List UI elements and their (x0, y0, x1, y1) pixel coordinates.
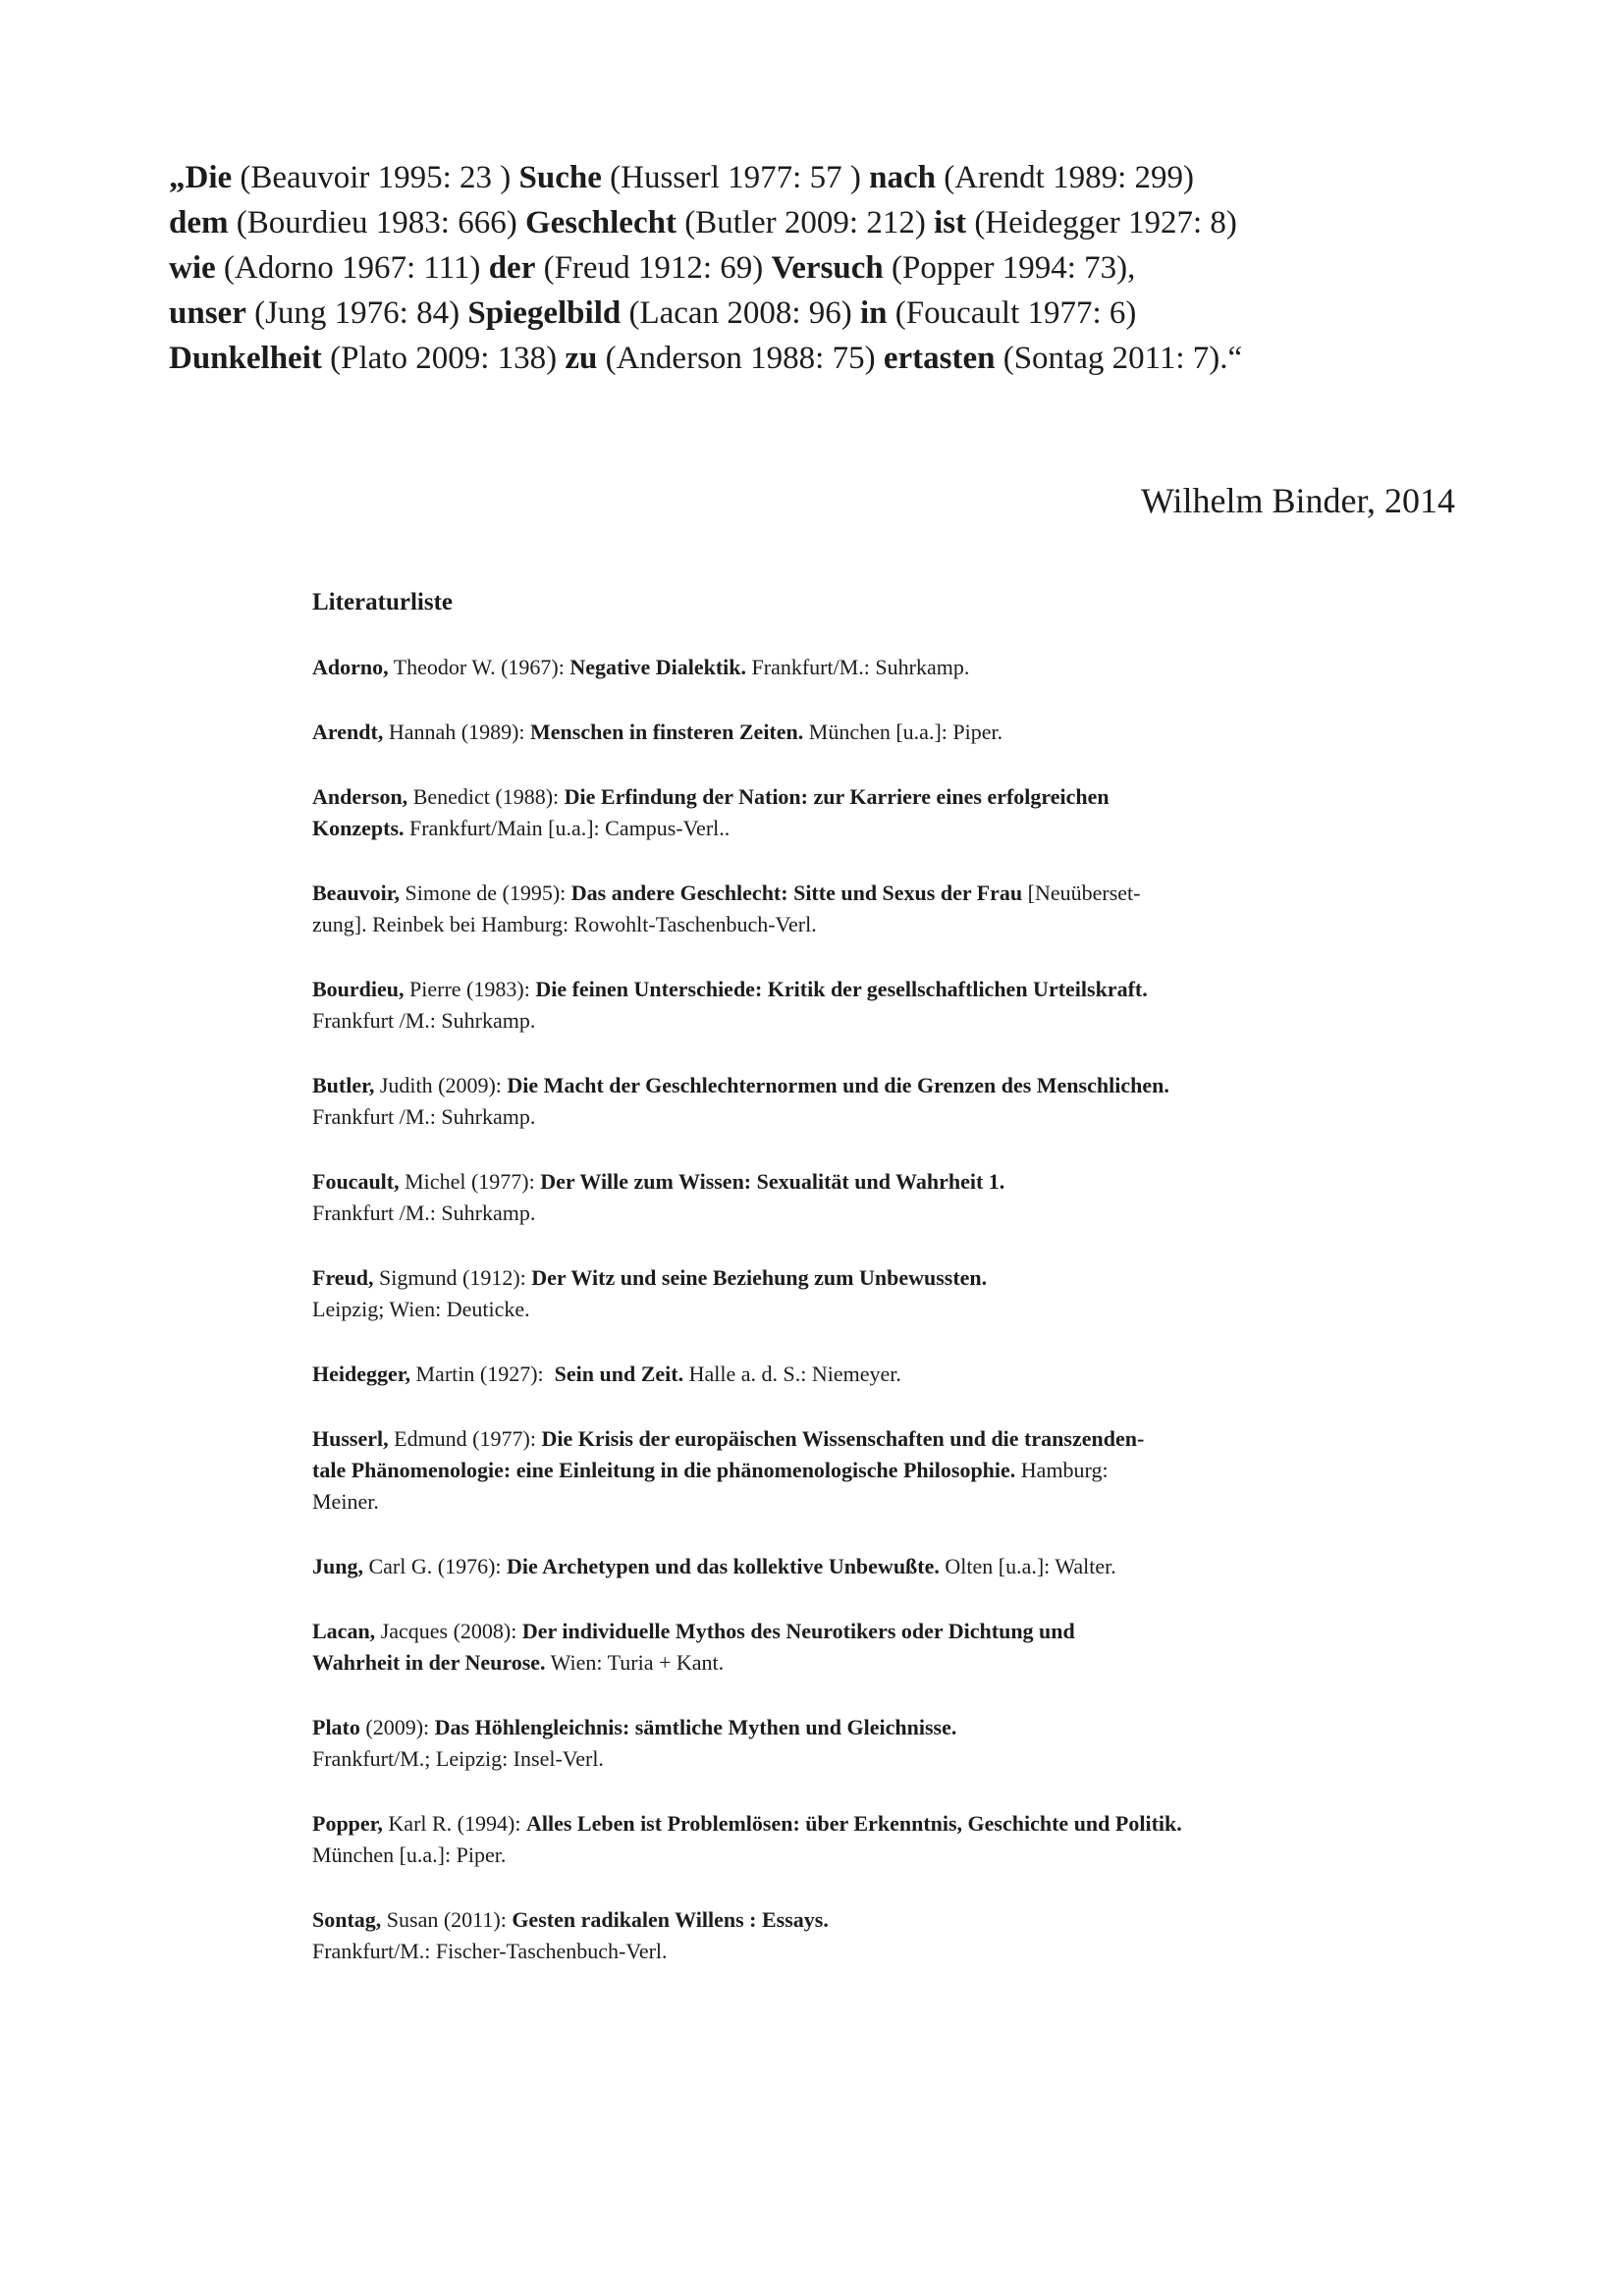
regular-text: Michel (1977): (399, 1169, 541, 1194)
bold-text: zu (565, 341, 598, 376)
bold-text: Konzepts. (312, 816, 405, 840)
bold-text: Der Witz und seine Beziehung zum Unbewussten. (531, 1265, 988, 1290)
regular-text: (Jung 1976: 84) (245, 295, 468, 331)
regular-text: Frankfurt/Main [u.a.]: Campus-Verl.. (404, 816, 731, 840)
text-line (312, 717, 1392, 748)
regular-text: Meiner. (312, 1489, 379, 1514)
regular-text: (2009): (359, 1715, 435, 1739)
regular-text: Frankfurt /M.: Suhrkamp. (312, 1104, 536, 1129)
bold-text: wie (169, 250, 216, 286)
bold-text: der (488, 250, 536, 286)
text-line (169, 200, 1543, 245)
regular-text: (Freud 1912: 69) (535, 250, 772, 286)
text-line (312, 1455, 1392, 1486)
bold-text: „Die (169, 160, 233, 195)
bold-text: Popper, (312, 1811, 383, 1836)
bibliography-entry (312, 1070, 1392, 1133)
regular-text: Leipzig; Wien: Deuticke. (312, 1297, 530, 1321)
regular-text: Pierre (1983): (404, 977, 536, 1001)
bibliography-entry (312, 1423, 1392, 1518)
bold-text: Freud, (312, 1265, 374, 1290)
regular-text: (Butler 2009: 212) (676, 205, 935, 240)
bold-text: Das Höhlengleichnis: sämtliche Mythen und Gleichnisse. (434, 1715, 957, 1739)
bold-text: Sontag, (312, 1907, 382, 1932)
regular-text: Benedict (1988): (407, 784, 565, 809)
regular-text: (Arendt 1989: 299) (935, 160, 1194, 195)
bold-text: Anderson, (312, 784, 408, 809)
text-line (312, 974, 1392, 1005)
regular-text: [Neuüberset- (1022, 881, 1141, 905)
text-line (312, 1101, 1392, 1133)
bold-text: Das andere Geschlecht: Sitte und Sexus der Frau (570, 881, 1023, 905)
bold-text: Geschlecht (524, 205, 677, 240)
bibliography-entry (312, 1808, 1392, 1871)
bold-text: Spiegelbild (467, 295, 622, 331)
text-line (312, 781, 1392, 813)
bibliography-entry (312, 652, 1392, 683)
bold-text: Die Krisis der europäischen Wissenschaften und die transzenden- (541, 1426, 1145, 1451)
bibliography-entry (312, 878, 1392, 940)
bold-text: Suche (518, 160, 602, 195)
bold-text: dem (169, 205, 229, 240)
regular-text: Frankfurt/M.: Suhrkamp. (746, 655, 970, 679)
bold-text: Der individuelle Mythos des Neurotikers oder Dichtung und (521, 1619, 1075, 1643)
bold-text: Jung, (312, 1554, 363, 1578)
text-line (312, 878, 1392, 909)
bibliography-entry (312, 1616, 1392, 1679)
bold-text: Der Wille zum Wissen: Sexualität und Wahrheit 1. (540, 1169, 1005, 1194)
bold-text: Butler, (312, 1073, 375, 1097)
bold-text: tale Phänomenologie: eine Einleitung in die phänomenologische Philosophie. (312, 1458, 1016, 1482)
text-line (312, 1262, 1392, 1294)
bibliography-heading: Literaturliste (312, 589, 454, 615)
bold-text: Husserl, (312, 1426, 389, 1451)
text-line (312, 1616, 1392, 1647)
regular-text: (Sontag 2011: 7).“ (995, 341, 1243, 376)
regular-text: Edmund (1977): (388, 1426, 542, 1451)
regular-text: (Foucault 1977: 6) (887, 295, 1137, 331)
text-line (312, 1840, 1392, 1871)
bold-text: in (859, 295, 888, 331)
regular-text: (Anderson 1988: 75) (597, 341, 884, 376)
bibliography-entry (312, 1712, 1392, 1775)
bold-text: Alles Leben ist Problemlösen: über Erkenntnis, Geschichte und Politik. (525, 1811, 1182, 1836)
regular-text: Simone de (1995): (400, 881, 571, 905)
bold-text: Bourdieu, (312, 977, 405, 1001)
regular-text: Sigmund (1912): (373, 1265, 532, 1290)
bold-text: Menschen in finsteren Zeiten. (530, 720, 804, 744)
quote-block (169, 155, 1543, 381)
bold-text: Lacan, (312, 1619, 376, 1643)
regular-text: Frankfurt /M.: Suhrkamp. (312, 1201, 536, 1225)
regular-text: (Beauvoir 1995: 23 ) (232, 160, 519, 195)
regular-text: (Adorno 1967: 111) (215, 250, 489, 286)
bibliography-entry (312, 717, 1392, 748)
bold-text: Die Macht der Geschlechternormen und die Grenzen des Menschlichen. (507, 1073, 1169, 1097)
attribution: Wilhelm Binder, 2014 (1140, 481, 1455, 520)
regular-text: München [u.a.]: Piper. (803, 720, 1003, 744)
bibliography-entry (312, 974, 1392, 1037)
regular-text: (Heidegger 1927: 8) (966, 205, 1237, 240)
text-line (312, 1936, 1392, 1967)
regular-text: Karl R. (1994): (382, 1811, 526, 1836)
regular-text: (Lacan 2008: 96) (621, 295, 860, 331)
text-line (312, 1070, 1392, 1101)
regular-text: Olten [u.a.]: Walter. (939, 1554, 1116, 1578)
bibliography-entry (312, 1904, 1392, 1967)
regular-text: Frankfurt/M.: Fischer-Taschenbuch-Verl. (312, 1939, 668, 1963)
text-line (312, 1294, 1392, 1325)
bibliography-entry (312, 1359, 1392, 1390)
bold-text: ertasten (883, 341, 996, 376)
bold-text: Plato (312, 1715, 360, 1739)
bibliography-entry (312, 1166, 1392, 1229)
text-line (312, 1551, 1392, 1582)
text-line (312, 813, 1392, 844)
text-line (312, 1423, 1392, 1455)
text-line (312, 652, 1392, 683)
bold-text: Foucault, (312, 1169, 400, 1194)
text-line (312, 1743, 1392, 1775)
bold-text: Gesten radikalen Willens : Essays. (512, 1907, 829, 1932)
bibliography-entry (312, 1551, 1392, 1582)
bold-text: Sein und Zeit. (549, 1362, 684, 1386)
bibliography-entry (312, 1262, 1392, 1325)
text-line (312, 1712, 1392, 1743)
regular-text: München [u.a.]: Piper. (312, 1842, 507, 1867)
regular-text: zung]. Reinbek bei Hamburg: Rowohlt-Taschenbuch-Verl. (312, 912, 817, 936)
bibliography-entries (312, 652, 1392, 1967)
regular-text: Martin (1927): (410, 1362, 550, 1386)
bold-text: Dunkelheit (169, 341, 322, 376)
bold-text: ist (934, 205, 967, 240)
text-line (312, 1486, 1392, 1518)
regular-text: Wien: Turia + Kant. (545, 1650, 725, 1675)
text-line (312, 1198, 1392, 1229)
bold-text: Versuch (771, 250, 884, 286)
bold-text: Adorno, (312, 655, 389, 679)
regular-text: (Bourdieu 1983: 666) (228, 205, 525, 240)
regular-text: Hamburg: (1015, 1458, 1109, 1482)
bold-text: Die Archetypen und das kollektive Unbewußte. (507, 1554, 940, 1578)
bold-text: Beauvoir, (312, 881, 401, 905)
text-line (312, 1005, 1392, 1037)
regular-text: (Husserl 1977: 57 ) (601, 160, 870, 195)
text-line (169, 336, 1543, 381)
regular-text: Halle a. d. S.: Niemeyer. (683, 1362, 901, 1386)
bold-text: Wahrheit in der Neurose. (312, 1650, 546, 1675)
text-line (169, 245, 1543, 291)
regular-text: Susan (2011): (381, 1907, 513, 1932)
text-line (312, 1166, 1392, 1198)
regular-text: Frankfurt/M.; Leipzig: Insel-Verl. (312, 1746, 604, 1771)
bold-text: Arendt, (312, 720, 384, 744)
regular-text: Frankfurt /M.: Suhrkamp. (312, 1008, 536, 1033)
regular-text: Theodor W. (1967): (388, 655, 570, 679)
text-line (312, 909, 1392, 940)
text-line (312, 1359, 1392, 1390)
text-line (169, 291, 1543, 336)
bold-text: Die feinen Unterschiede: Kritik der gesellschaftlichen Urteilskraft. (535, 977, 1148, 1001)
regular-text: Carl G. (1976): (362, 1554, 508, 1578)
regular-text: (Popper 1994: 73), (883, 250, 1136, 286)
text-line (312, 1808, 1392, 1840)
bold-text: nach (869, 160, 936, 195)
bold-text: Negative Dialektik. (569, 655, 747, 679)
regular-text: (Plato 2009: 138) (321, 341, 566, 376)
bold-text: Die Erfindung der Nation: zur Karriere eines erfolgreichen (564, 784, 1110, 809)
regular-text: Jacques (2008): (375, 1619, 522, 1643)
bibliography-entry (312, 781, 1392, 844)
bold-text: Heidegger, (312, 1362, 410, 1386)
regular-text: Hannah (1989): (383, 720, 531, 744)
text-line (312, 1904, 1392, 1936)
regular-text: Judith (2009): (374, 1073, 508, 1097)
text-line (169, 155, 1543, 200)
text-line (312, 1647, 1392, 1679)
bibliography (312, 587, 1392, 2001)
bold-text: unser (169, 295, 246, 331)
